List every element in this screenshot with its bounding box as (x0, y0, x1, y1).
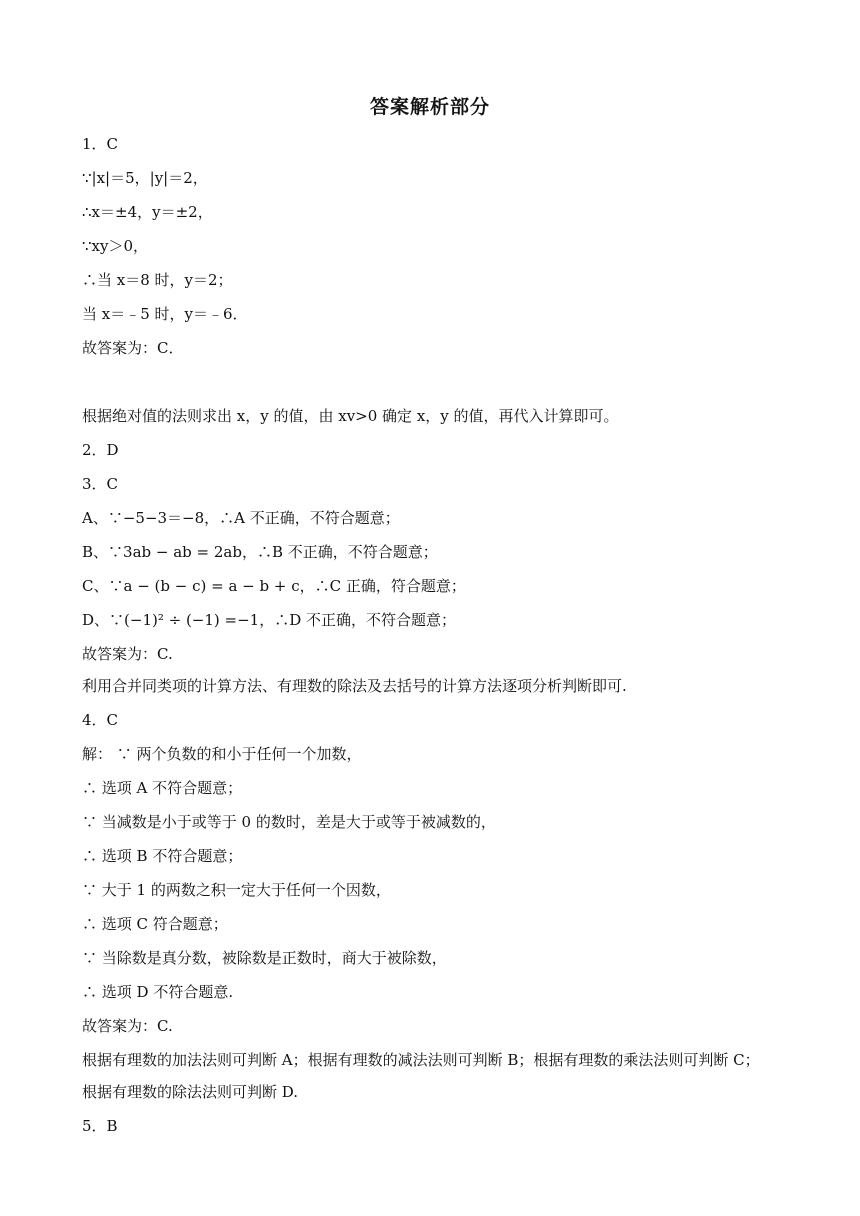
solution-line: ∴ 选项 C 符合题意； (82, 915, 228, 933)
option-b-analysis: B、∵3ab − ab = 2ab，∴B 不正确，不符合题意； (82, 543, 438, 561)
solution-line: ∴x＝±4，y＝±2， (82, 203, 213, 221)
solution-line: ∴ 选项 B 不符合题意； (82, 847, 243, 865)
answer-heading-2: 2．D (82, 441, 119, 459)
solution-line: ∴ 选项 D 不符合题意. (82, 983, 234, 1001)
solution-line: 当 x＝﹣5 时，y＝﹣6． (82, 305, 248, 323)
solution-line: ∴当 x＝8 时，y＝2； (82, 271, 233, 289)
analysis-text: 利用合并同类项的计算方法、有理数的除法及去括号的计算方法逐项分析判断即可. (82, 677, 627, 695)
answer-heading-1: 1．C (82, 135, 119, 153)
solution-line: ∵ 当除数是真分数，被除数是正数时，商大于被除数， (82, 949, 447, 967)
option-a-analysis: A、∵−5−3＝−8，∴A 不正确，不符合题意； (82, 509, 400, 527)
solution-line: ∵ 大于 1 的两数之积一定大于任何一个因数， (82, 881, 391, 899)
answer-heading-4: 4．C (82, 711, 119, 729)
answer-heading-5: 5．B (82, 1117, 118, 1135)
analysis-text: 根据绝对值的法则求出 x，y 的值，由 xv>0 确定 x，y 的值，再代入计算即可。 (82, 407, 619, 425)
option-c-analysis: C、∵a − (b − c) = a − b + c，∴C 正确，符合题意； (82, 577, 466, 595)
answer-statement: 故答案为：C. (82, 645, 173, 663)
solution-line: ∴ 选项 A 不符合题意； (82, 779, 243, 797)
answer-heading-3: 3．C (82, 475, 119, 493)
option-d-analysis: D、∵(−1)² ÷ (−1) =−1，∴D 不正确，不符合题意； (82, 611, 457, 629)
solution-line: ∵xy＞0， (82, 237, 149, 255)
answer-statement: 故答案为：C． (82, 339, 184, 357)
solution-line: ∵ 当减数是小于或等于 0 的数时，差是大于或等于被减数的， (82, 813, 496, 831)
solution-line: 解： ∵ 两个负数的和小于任何一个加数， (82, 745, 362, 763)
solution-line: ∵|x|＝5，|y|＝2， (82, 169, 208, 187)
analysis-text: 根据有理数的除法法则可判断 D. (82, 1083, 299, 1101)
analysis-text: 根据有理数的加法法则可判断 A；根据有理数的减法法则可判断 B；根据有理数的乘法法则可判断 C； (82, 1051, 760, 1069)
answer-statement: 故答案为：C. (82, 1017, 173, 1035)
page-title: 答案解析部分 (369, 96, 490, 118)
